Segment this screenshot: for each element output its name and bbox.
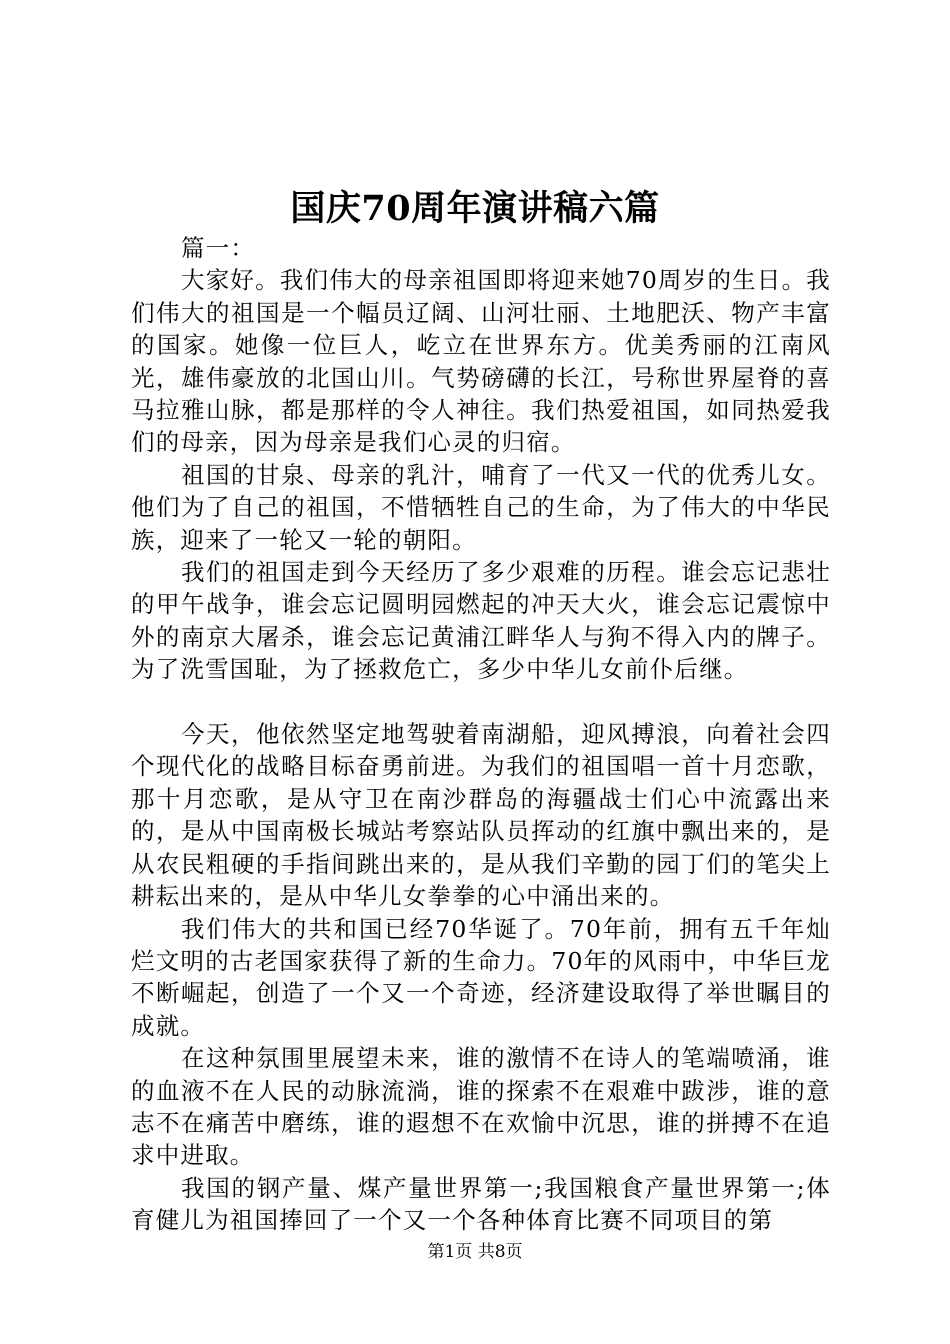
paragraph: 我们伟大的共和国已经70华诞了。70年前，拥有五千年灿烂文明的古老国家获得了新的生命力。70年的风雨中，中华巨龙不断崛起，创造了一个又一个奇迹，经济建设取得了举世瞩目的成就。 <box>131 914 831 1040</box>
document-body <box>131 232 831 1237</box>
paragraph: 我国的钢产量、煤产量世界第一;我国粮食产量世界第一;体育健儿为祖国捧回了一个又一个各种体育比赛不同项目的第 <box>131 1173 831 1235</box>
section-heading: 篇一： <box>181 234 256 262</box>
page-footer: 第1页 共8页 <box>427 1242 523 1262</box>
paragraph-spacer <box>131 686 831 718</box>
paragraph: 大家好。我们伟大的母亲祖国即将迎来她70周岁的生日。我们伟大的祖国是一个幅员辽阔、山河壮丽、土地肥沃、物产丰富的国家。她像一位巨人，屹立在世界东方。优美秀丽的江南风光，雄伟豪放的北国山川。气势磅礴的长江，号称世界屋脊的喜马拉雅山脉，都是那样的令人神往。我们热爱祖国，如同热爱我们的母亲，因为母亲是我们心灵的归宿。 <box>131 266 831 457</box>
paragraph: 今天，他依然坚定地驾驶着南湖船，迎风搏浪，向着社会四个现代化的战略目标奋勇前进。为我们的祖国唱一首十月恋歌，那十月恋歌，是从守卫在南沙群岛的海疆战士们心中流露出来的，是从中国南极长城站考察站队员挥动的红旗中飘出来的，是从农民粗硬的手指间跳出来的，是从我们辛勤的园丁们的笔尖上耕耘出来的，是从中华儿女拳拳的心中涌出来的。 <box>131 720 831 911</box>
paragraph: 祖国的甘泉、母亲的乳汁，哺育了一代又一代的优秀儿女。他们为了自己的祖国，不惜牺牲自己的生命，为了伟大的中华民族，迎来了一轮又一轮的朝阳。 <box>131 460 831 554</box>
paragraph: 在这种氛围里展望未来，谁的激情不在诗人的笔端喷涌，谁的血液不在人民的动脉流淌，谁的探索不在艰难中跋涉，谁的意志不在痛苦中磨练，谁的遐想不在欢愉中沉思，谁的拼搏不在追求中进取。 <box>131 1044 831 1170</box>
paragraph: 我们的祖国走到今天经历了多少艰难的历程。谁会忘记悲壮的甲午战争，谁会忘记圆明园燃起的冲天大火，谁会忘记震惊中外的南京大屠杀，谁会忘记黄浦江畔华人与狗不得入内的牌子。为了洗雪国耻，为了拯救危亡，多少中华儿女前仆后继。 <box>131 558 831 684</box>
page-title: 国庆70周年演讲稿六篇 <box>290 188 660 229</box>
